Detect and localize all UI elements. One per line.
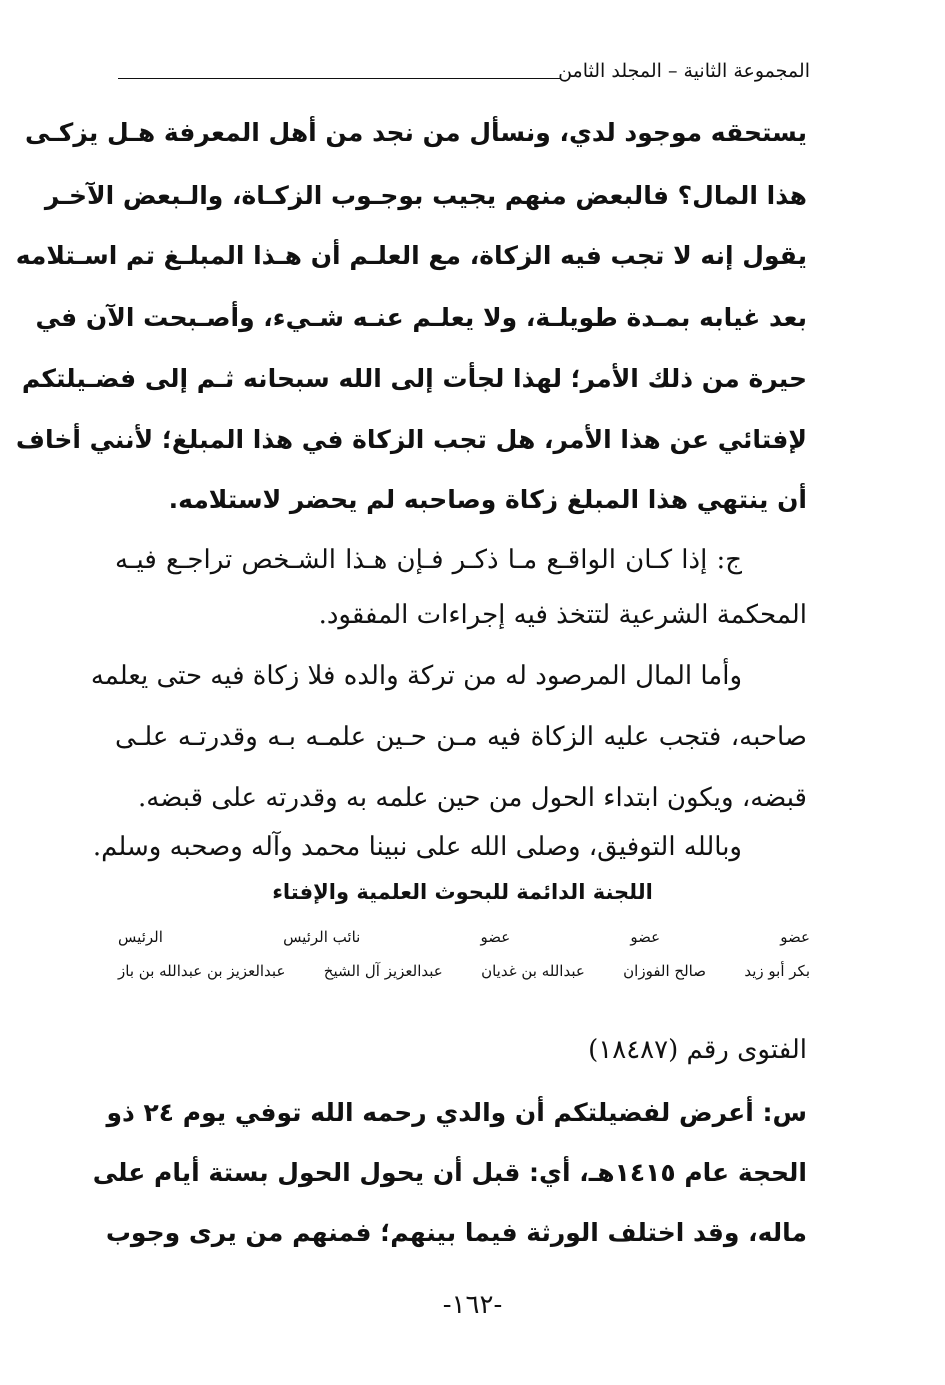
role-label: نائب الرئيس <box>283 928 361 946</box>
question-line: يستحقه موجود لدي، ونسأل من نجد من أهل المعرفة هـل يزكـى <box>24 118 807 147</box>
role-label: الرئيس <box>118 928 163 946</box>
question-line: بعد غيابه بمـدة طويلـة، ولا يعلـم عنـه شـيء، وأصـبحت الآن في <box>35 303 807 332</box>
answer-line: ج: إذا كـان الواقـع مـا ذكـر فـإن هـذا الشـخص تراجـع فيـه <box>115 545 742 575</box>
role-label: عضو <box>480 928 511 946</box>
member-name: صالح الفوزان <box>623 962 706 980</box>
page-number: -١٦٢- <box>442 1290 503 1320</box>
answer-line: وأما المال المرصود له من تركة والده فلا زكاة فيه حتى يعلمه <box>90 661 742 691</box>
question-line: أن ينتهي هذا المبلغ زكاة وصاحبه لم يحضر لاستلامه. <box>168 485 807 514</box>
role-label: عضو <box>780 928 810 946</box>
question-line: يقول إنه لا تجب فيه الزكاة، مع العلـم أن هـذا المبلـغ تم اسـتلامه <box>15 241 807 270</box>
question-line: حيرة من ذلك الأمر؛ لهذا لجأت إلى الله سبحانه ثـم إلى فضـيلتكم <box>21 364 807 393</box>
member-name: بكر أبو زيد <box>744 962 810 980</box>
question-line: لإفتائي عن هذا الأمر، هل تجب الزكاة في هذا المبلغ؛ لأنني أخاف <box>15 425 807 454</box>
question-line: س: أعرض لفضيلتكم أن والدي رحمه الله توفي يوم ٢٤ ذو <box>106 1098 807 1127</box>
committee-names <box>118 962 810 980</box>
answer-line: قبضه، ويكون ابتداء الحول من حين علمه به وقدرته على قبضه. <box>137 783 807 813</box>
question-line: الحجة عام ١٤١٥هـ، أي: قبل أن يحول الحول بستة أيام على <box>92 1158 807 1187</box>
closing-line: وبالله التوفيق، وصلى الله على نبينا محمد وآله وصحبه وسلم. <box>92 832 742 862</box>
committee-roles <box>118 928 810 946</box>
answer-line: صاحبه، فتجب عليه الزكاة فيه مـن حـين علمـه بـه وقدرتـه علـى <box>115 722 807 752</box>
question-line: هذا المال؟ فالبعض منهم يجيب بوجـوب الزكـاة، والـبعض الآخـر <box>44 181 807 210</box>
answer-line: المحكمة الشرعية لتتخذ فيه إجراءات المفقود. <box>318 600 807 630</box>
fatwa-number: الفتوى رقم (١٨٤٨٧) <box>588 1035 807 1065</box>
committee-title: اللجنة الدائمة للبحوث العلمية والإفتاء <box>272 880 653 904</box>
member-name: عبدالله بن غديان <box>481 962 585 980</box>
member-name: عبدالعزيز آل الشيخ <box>323 962 443 980</box>
running-header: المجموعة الثانية – المجلد الثامن <box>558 60 810 82</box>
header-rule <box>118 78 560 79</box>
role-label: عضو <box>630 928 661 946</box>
member-name: عبدالعزيز بن عبدالله بن باز <box>118 962 286 980</box>
question-line: ماله، وقد اختلف الورثة فيما بينهم؛ فمنهم من يرى وجوب <box>105 1218 807 1247</box>
